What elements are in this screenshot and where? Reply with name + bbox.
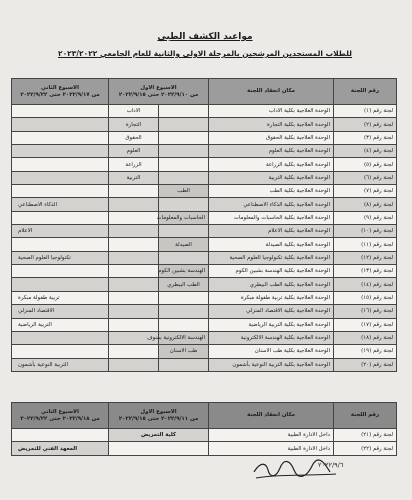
committee-number: لجنة رقم (١٨): [334, 331, 397, 344]
table-row: [12, 225, 397, 238]
table-row: [12, 131, 397, 144]
committee-number: لجنة رقم (١١): [334, 238, 397, 251]
committee-location: الوحدة العلاجية بكلية الحقوق: [209, 131, 334, 144]
week1-slot-b: [109, 278, 159, 291]
table-row: [12, 158, 397, 171]
week1-slot-b: الحقوق: [109, 131, 159, 144]
table-row: [12, 238, 397, 251]
committee-number: لجنة رقم (٩): [334, 211, 397, 224]
week2-slot: التربية النوعية بأشمون: [12, 358, 109, 371]
week1-slot-a: [159, 305, 209, 318]
schedule-table-body: [12, 105, 397, 372]
committee-number: لجنة رقم (٨): [334, 198, 397, 211]
committee-location: الوحدة العلاجية بكلية العلوم: [209, 145, 334, 158]
document-title: مواعيد الكشف الطبي: [157, 32, 253, 42]
committee-location: الوحدة العلاجية بكلية الطب: [209, 185, 334, 198]
header-location: مكان انعقاد اللجنة: [209, 79, 334, 105]
week2-slot: [12, 211, 109, 224]
schedule-table-header: [12, 79, 397, 105]
committee-location: الوحدة العلاجية بكلية التربية: [209, 171, 334, 184]
committee-location: الوحدة العلاجية بكلية التجارة: [209, 118, 334, 131]
signature-date: ٢٠٢٢/٩/٦: [318, 461, 344, 469]
week1-slot-b: العلوم: [109, 145, 159, 158]
nursing-schedule-table: [11, 402, 397, 456]
header-committee-no: رقم اللجنة: [334, 79, 397, 105]
week2-slot: [12, 158, 109, 171]
week1-slot: كلية التمريض: [109, 429, 209, 442]
signature-icon: [250, 454, 340, 484]
week2-slot: [12, 131, 109, 144]
schedule-table: [11, 78, 397, 372]
week1-slot-b: التربية: [109, 171, 159, 184]
week1-slot-b: [109, 238, 159, 251]
header2-week2-name: الاسبوع الثاني: [41, 408, 79, 415]
committee-location: الوحدة العلاجية بكلية الاعلام: [209, 225, 334, 238]
header2-week2: [12, 403, 109, 429]
committee-location: الوحدة العلاجية بكلية تربية طفولة مبكرة: [209, 291, 334, 304]
week2-slot: [12, 265, 109, 278]
header2-week1: [109, 403, 209, 429]
week1-slot-a: الطب: [159, 185, 209, 198]
committee-location: الوحدة العلاجية بكلية الزراعة: [209, 158, 334, 171]
committee-number: لجنة رقم (١٠): [334, 225, 397, 238]
week1-slot-b: [109, 251, 159, 264]
table-row: [12, 118, 397, 131]
week2-slot: [12, 238, 109, 251]
committee-location: الوحدة العلاجية بكلية الحاسبات والمعلومات: [209, 211, 334, 224]
week1-slot-b: [109, 211, 159, 224]
table-row: [12, 198, 397, 211]
table-row: [12, 185, 397, 198]
committee-location: الوحدة العلاجية بكلية الصيدلة: [209, 238, 334, 251]
table-row: [12, 171, 397, 184]
committee-location: الوحدة العلاجية بكلية الطب البيطري: [209, 278, 334, 291]
header2-committee-no: رقم اللجنة: [334, 403, 397, 429]
week1-slot-a: طب الاسنان: [159, 345, 209, 358]
committee-number: لجنة رقم (٢): [334, 118, 397, 131]
week1-slot-a: الصيدلة: [159, 238, 209, 251]
week1-slot-a: [159, 118, 209, 131]
committee-number: لجنة رقم (٧): [334, 185, 397, 198]
week1-slot-a: [159, 145, 209, 158]
week1-slot-b: [109, 345, 159, 358]
committee-location: داخل الادارة الطبية: [209, 429, 334, 442]
week2-slot: تكنولوجيا العلوم الصحية: [12, 251, 109, 264]
week1-slot-a: [159, 291, 209, 304]
committee-number: لجنة رقم (١): [334, 105, 397, 118]
header-week2: [12, 79, 109, 105]
committee-number: لجنة رقم (١٥): [334, 291, 397, 304]
week1-slot-b: [109, 358, 159, 371]
week1-slot-a: الحاسبات والمعلومات: [159, 211, 209, 224]
week1-slot-a: [159, 198, 209, 211]
week1-slot: [109, 442, 209, 455]
week2-slot: [12, 118, 109, 131]
week2-slot: [12, 105, 109, 118]
table-row: [12, 145, 397, 158]
table-row: [12, 265, 397, 278]
week1-slot-b: [109, 291, 159, 304]
table-row: [12, 345, 397, 358]
committee-number: لجنة رقم (١٦): [334, 305, 397, 318]
document-subtitle: للطلاب المستجدين المرشحين بالمرحلة الاولى والثانية للعام الجامعي ٢٠٢٣/٢٠٢٢: [58, 49, 352, 58]
header-week1: [109, 79, 209, 105]
table-row: [12, 291, 397, 304]
week1-slot-b: الاداب: [109, 105, 159, 118]
week2-slot: [12, 345, 109, 358]
table-row: [12, 305, 397, 318]
header2-location: مكان انعقاد اللجنة: [209, 403, 334, 429]
week2-slot: [12, 185, 109, 198]
table-row: [12, 318, 397, 331]
week1-slot-a: الطب البيطري: [159, 278, 209, 291]
committee-number: لجنة رقم (١٩): [334, 345, 397, 358]
week2-slot: الاقتصاد المنزلي: [12, 305, 109, 318]
committee-location: الوحدة العلاجية بكلية الاداب: [209, 105, 334, 118]
header-week1-name: الاسبوع الاول: [140, 84, 177, 91]
committee-number: لجنة رقم (٦): [334, 171, 397, 184]
week1-slot-b: [109, 185, 159, 198]
committee-location: الوحدة العلاجية بكلية تكنولوجيا العلوم الصحية: [209, 251, 334, 264]
week1-slot-b: [109, 305, 159, 318]
committee-number: لجنة رقم (١٢): [334, 251, 397, 264]
committee-number: لجنة رقم (٢٠): [334, 358, 397, 371]
week1-slot-b: [109, 225, 159, 238]
table-row: [12, 331, 397, 344]
header2-week1-dates: من ٢٠٢٢/٩/١١ حتى ٢٠٢٢/٩/١٥: [118, 415, 199, 422]
header-week2-name: الاسبوع الثاني: [41, 84, 79, 91]
week2-slot: التربية الرياضية: [12, 318, 109, 331]
committee-location: الوحدة العلاجية بكلية الاقتصاد المنزلي: [209, 305, 334, 318]
week2-slot: [12, 145, 109, 158]
table-row: [12, 251, 397, 264]
committee-number: لجنة رقم (١٧): [334, 318, 397, 331]
week1-slot-b: الزراعة: [109, 158, 159, 171]
committee-location: الوحدة العلاجية بكلية طب الاسنان: [209, 345, 334, 358]
week1-slot-a: [159, 105, 209, 118]
week1-slot-a: [159, 225, 209, 238]
nursing-table-header: [12, 403, 397, 429]
week1-slot-a: [159, 131, 209, 144]
committee-location: الوحدة العلاجية بكلية الهندسة بشبين الكوم: [209, 265, 334, 278]
week1-slot-b: [109, 198, 159, 211]
committee-number: لجنة رقم (٢١): [334, 429, 397, 442]
week1-slot-a: الهندسة بشبين الكوم: [159, 265, 209, 278]
week2-slot: المعهد الفني للتمريض: [12, 442, 109, 455]
week2-slot: [12, 171, 109, 184]
week1-slot-b: [109, 265, 159, 278]
nursing-table-body: [12, 429, 397, 456]
header-week1-dates: من ٢٠٢٢/٩/١٠ حتى ٢٠٢٢/٩/١٥: [118, 91, 199, 98]
week1-slot-a: [159, 158, 209, 171]
committee-number: لجنة رقم (٣): [334, 131, 397, 144]
week2-slot: [12, 278, 109, 291]
week1-slot-b: [109, 318, 159, 331]
committee-location: الوحدة العلاجية بكلية التربية الرياضية: [209, 318, 334, 331]
week1-slot-a: [159, 251, 209, 264]
week2-slot: الاعلام: [12, 225, 109, 238]
committee-location: الوحدة العلاجية بكلية الذكاء الاصطناعي: [209, 198, 334, 211]
committee-number: لجنة رقم (٢٢): [334, 442, 397, 455]
week2-slot: [12, 429, 109, 442]
committee-number: لجنة رقم (٥): [334, 158, 397, 171]
week1-slot-a: [159, 171, 209, 184]
header2-week1-name: الاسبوع الاول: [140, 408, 177, 415]
committee-number: لجنة رقم (١٣): [334, 265, 397, 278]
committee-location: الوحدة العلاجية بكلية التربية النوعية بأشمون: [209, 358, 334, 371]
week2-slot: [12, 331, 109, 344]
committee-number: لجنة رقم (١٤): [334, 278, 397, 291]
committee-location: الوحدة العلاجية بكلية الهندسة الالكترونية: [209, 331, 334, 344]
week1-slot-b: التجارة: [109, 118, 159, 131]
week2-slot: الذكاء الاصطناعي: [12, 198, 109, 211]
committee-location: داخل الادارة الطبية: [209, 442, 334, 455]
week2-slot: تربية طفولة مبكرة: [12, 291, 109, 304]
table-row: [12, 105, 397, 118]
header-week2-dates: من ٢٠٢٢/٩/١٧ حتى ٢٠٢٢/٩/٢٢: [20, 91, 100, 98]
week1-slot-a: [159, 358, 209, 371]
table-row: [12, 429, 397, 442]
header2-week2-dates: من ٢٠٢٢/٩/١٨ حتى ٢٠٢٢/٩/٢٢: [20, 415, 100, 422]
table-row: [12, 278, 397, 291]
week1-slot-a: [159, 318, 209, 331]
week1-slot-a: الهندسة الالكترونية بمنوف: [159, 331, 209, 344]
table-row: [12, 211, 397, 224]
committee-number: لجنة رقم (٤): [334, 145, 397, 158]
table-row: [12, 358, 397, 371]
